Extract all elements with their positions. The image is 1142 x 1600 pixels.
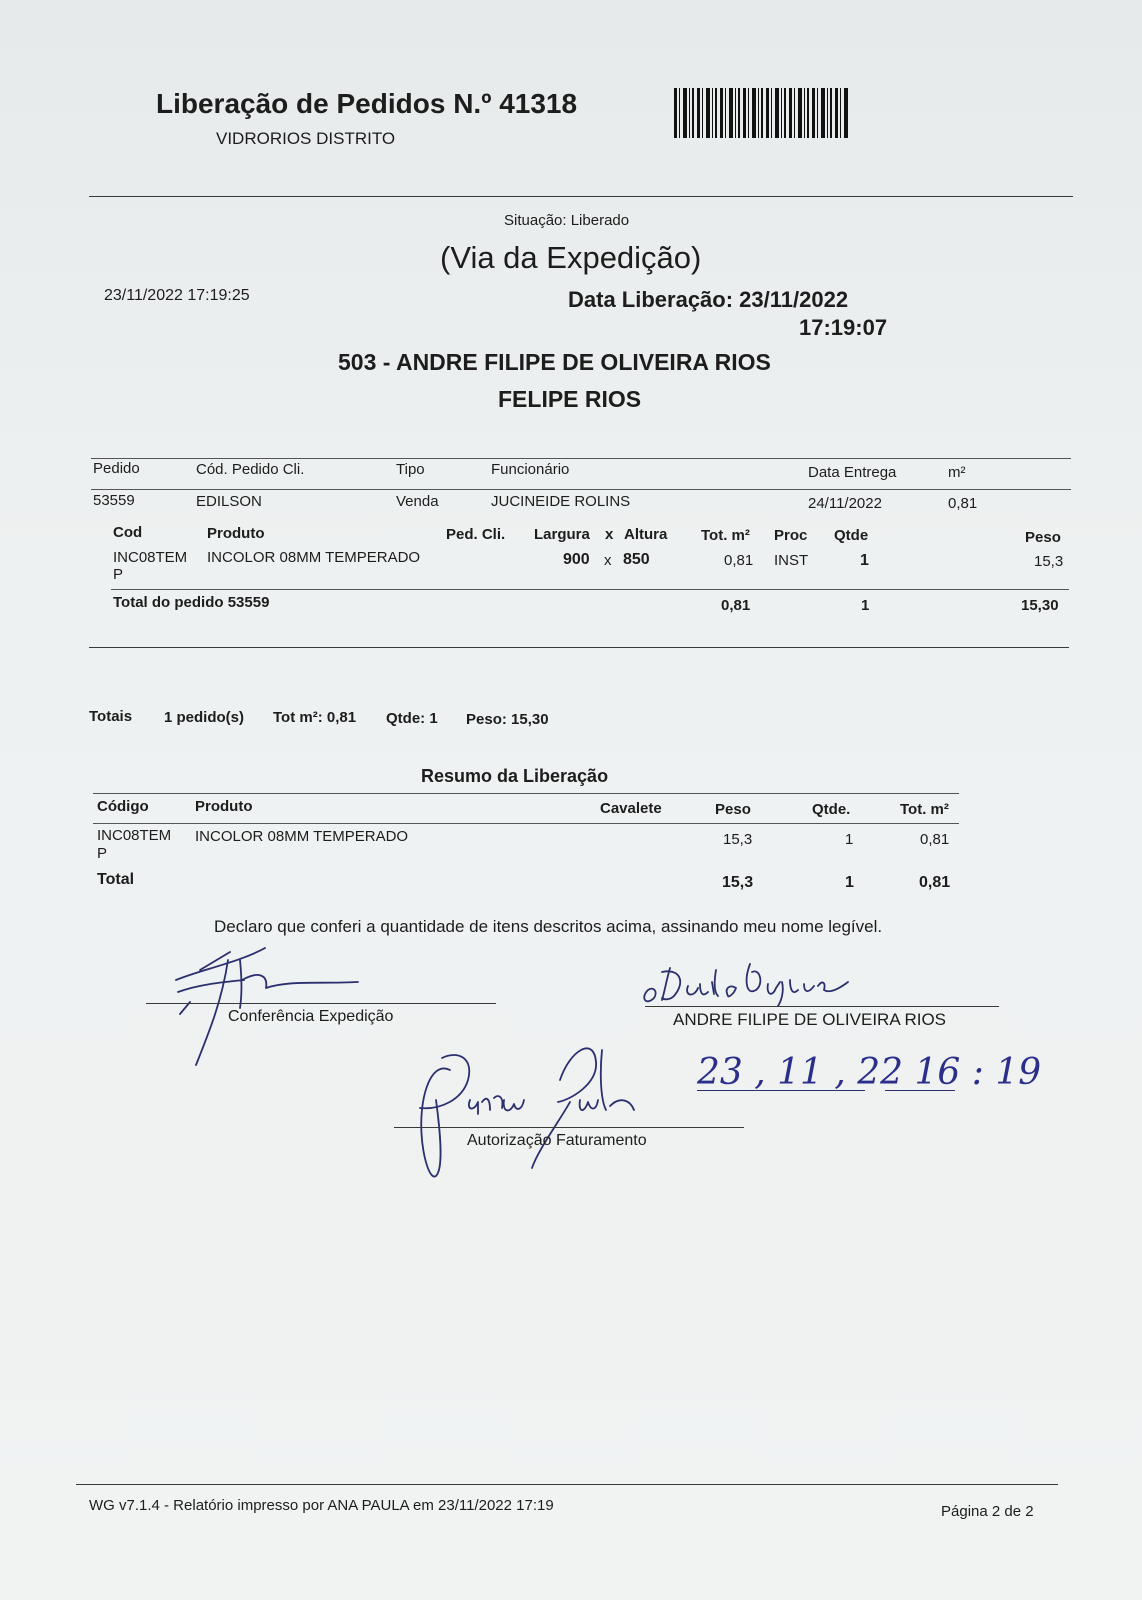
totals-tot-m2: Tot m²: 0,81 — [273, 709, 357, 726]
summary-col-cavalete: Cavalete — [600, 800, 662, 817]
order-tipo: Venda — [396, 493, 439, 510]
item-produto: INCOLOR 08MM TEMPERADO — [207, 549, 421, 566]
summary-col-produto: Produto — [195, 798, 253, 815]
order-pedido: 53559 — [93, 492, 135, 509]
item-proc: INST — [774, 552, 809, 569]
summary-total-peso: 15,3 — [722, 874, 754, 891]
item-col-ped-cli: Ped. Cli. — [446, 526, 506, 543]
handwritten-date-underline — [697, 1090, 865, 1091]
handwritten-date: 23 , 11 , 22 16 : 19 — [697, 1052, 1042, 1093]
item-cod-wrap: P — [113, 566, 124, 583]
item-col-x: x — [605, 526, 614, 543]
col-funcionario: Funcionário — [491, 461, 570, 478]
summary-codigo-wrap: P — [97, 845, 108, 862]
summary-col-peso: Peso — [715, 801, 751, 818]
summary-title: Resumo da Liberação — [421, 766, 609, 786]
order-table-header-line — [91, 489, 1071, 490]
summary-total-tot-m2: 0,81 — [919, 874, 951, 891]
footer-divider — [76, 1484, 1058, 1485]
summary-produto: INCOLOR 08MM TEMPERADO — [195, 828, 409, 845]
order-total-m2: 0,81 — [721, 597, 751, 614]
item-col-largura: Largura — [534, 526, 590, 543]
printed-timestamp: 23/11/2022 17:19:25 — [104, 287, 250, 304]
conferencia-line — [146, 1003, 496, 1004]
item-peso: 15,3 — [1034, 553, 1064, 570]
item-col-cod: Cod — [113, 524, 143, 541]
item-altura: 850 — [623, 551, 650, 568]
order-total-peso: 15,30 — [1021, 597, 1059, 614]
summary-tot-m2: 0,81 — [920, 831, 950, 848]
totals-label: Totais — [89, 708, 133, 725]
order-total-label: Total do pedido 53559 — [113, 594, 270, 611]
col-data-entrega: Data Entrega — [808, 464, 897, 481]
conferencia-signature — [170, 940, 370, 1070]
header-divider — [89, 196, 1073, 197]
summary-peso: 15,3 — [723, 831, 753, 848]
col-pedido: Pedido — [93, 460, 140, 477]
via-title: (Via da Expedição) — [440, 240, 702, 275]
client-signature-label: ANDRE FILIPE DE OLIVEIRA RIOS — [673, 1010, 947, 1029]
summary-col-qtde: Qtde. — [812, 801, 851, 818]
col-tipo: Tipo — [396, 461, 425, 478]
item-tot-m2: 0,81 — [724, 552, 754, 569]
order-data-entrega: 24/11/2022 — [808, 495, 882, 512]
item-col-produto: Produto — [207, 525, 265, 542]
footer-printed-by: WG v7.1.4 - Relatório impresso por ANA PAULA em 23/11/2022 17:19 — [89, 1497, 554, 1514]
item-col-peso: Peso — [1025, 529, 1061, 546]
client-short-name: FELIPE RIOS — [498, 386, 642, 412]
footer-page-number: Página 2 de 2 — [941, 1503, 1034, 1520]
client-signature — [640, 960, 870, 1008]
item-col-tot-m2: Tot. m² — [701, 527, 750, 544]
order-total-qtde: 1 — [861, 597, 870, 614]
item-cod: INC08TEM — [113, 549, 188, 566]
order-table-top-line — [91, 458, 1071, 459]
barcode — [674, 88, 848, 138]
summary-total-qtde: 1 — [845, 874, 854, 891]
client-signature-line — [645, 1006, 999, 1007]
item-col-proc: Proc — [774, 527, 808, 544]
conferencia-label: Conferência Expedição — [228, 1008, 394, 1025]
summary-col-codigo: Código — [97, 798, 149, 815]
summary-qtde: 1 — [845, 831, 854, 848]
release-date: Data Liberação: 23/11/2022 — [568, 287, 849, 312]
faturamento-line — [394, 1127, 744, 1128]
company-name: VIDRORIOS DISTRITO — [216, 129, 396, 148]
totals-pedidos: 1 pedido(s) — [164, 709, 245, 726]
faturamento-label: Autorização Faturamento — [467, 1132, 647, 1149]
document-title: Liberação de Pedidos N.º 41318 — [156, 88, 578, 119]
client-name: 503 - ANDRE FILIPE DE OLIVEIRA RIOS — [338, 349, 771, 375]
item-largura: 900 — [563, 551, 590, 568]
col-m2: m² — [948, 464, 966, 481]
order-cod-cli: EDILSON — [196, 493, 262, 510]
order-m2: 0,81 — [948, 495, 978, 512]
order-funcionario: JUCINEIDE ROLINS — [491, 493, 631, 510]
item-total-line — [111, 589, 1069, 590]
item-col-qtde: Qtde — [834, 527, 869, 544]
col-cod-pedido-cli: Cód. Pedido Cli. — [196, 461, 305, 478]
declaration-text: Declaro que conferi a quantidade de itens descritos acima, assinando meu nome legível. — [214, 917, 883, 936]
status-text: Situação: Liberado — [504, 212, 630, 229]
order-end-divider — [89, 647, 1069, 648]
summary-codigo: INC08TEM — [97, 827, 172, 844]
summary-top-line — [93, 793, 959, 794]
item-x: x — [604, 552, 612, 569]
release-time: 17:19:07 — [799, 315, 888, 340]
item-qtde: 1 — [860, 552, 869, 569]
faturamento-signature — [410, 1040, 650, 1180]
totals-peso: Peso: 15,30 — [466, 711, 549, 728]
handwritten-time-underline — [885, 1090, 955, 1091]
totals-qtde: Qtde: 1 — [386, 710, 438, 727]
item-col-altura: Altura — [624, 526, 668, 543]
summary-col-tot-m2: Tot. m² — [900, 801, 949, 818]
summary-header-line — [93, 823, 959, 824]
summary-total-label: Total — [97, 871, 135, 888]
